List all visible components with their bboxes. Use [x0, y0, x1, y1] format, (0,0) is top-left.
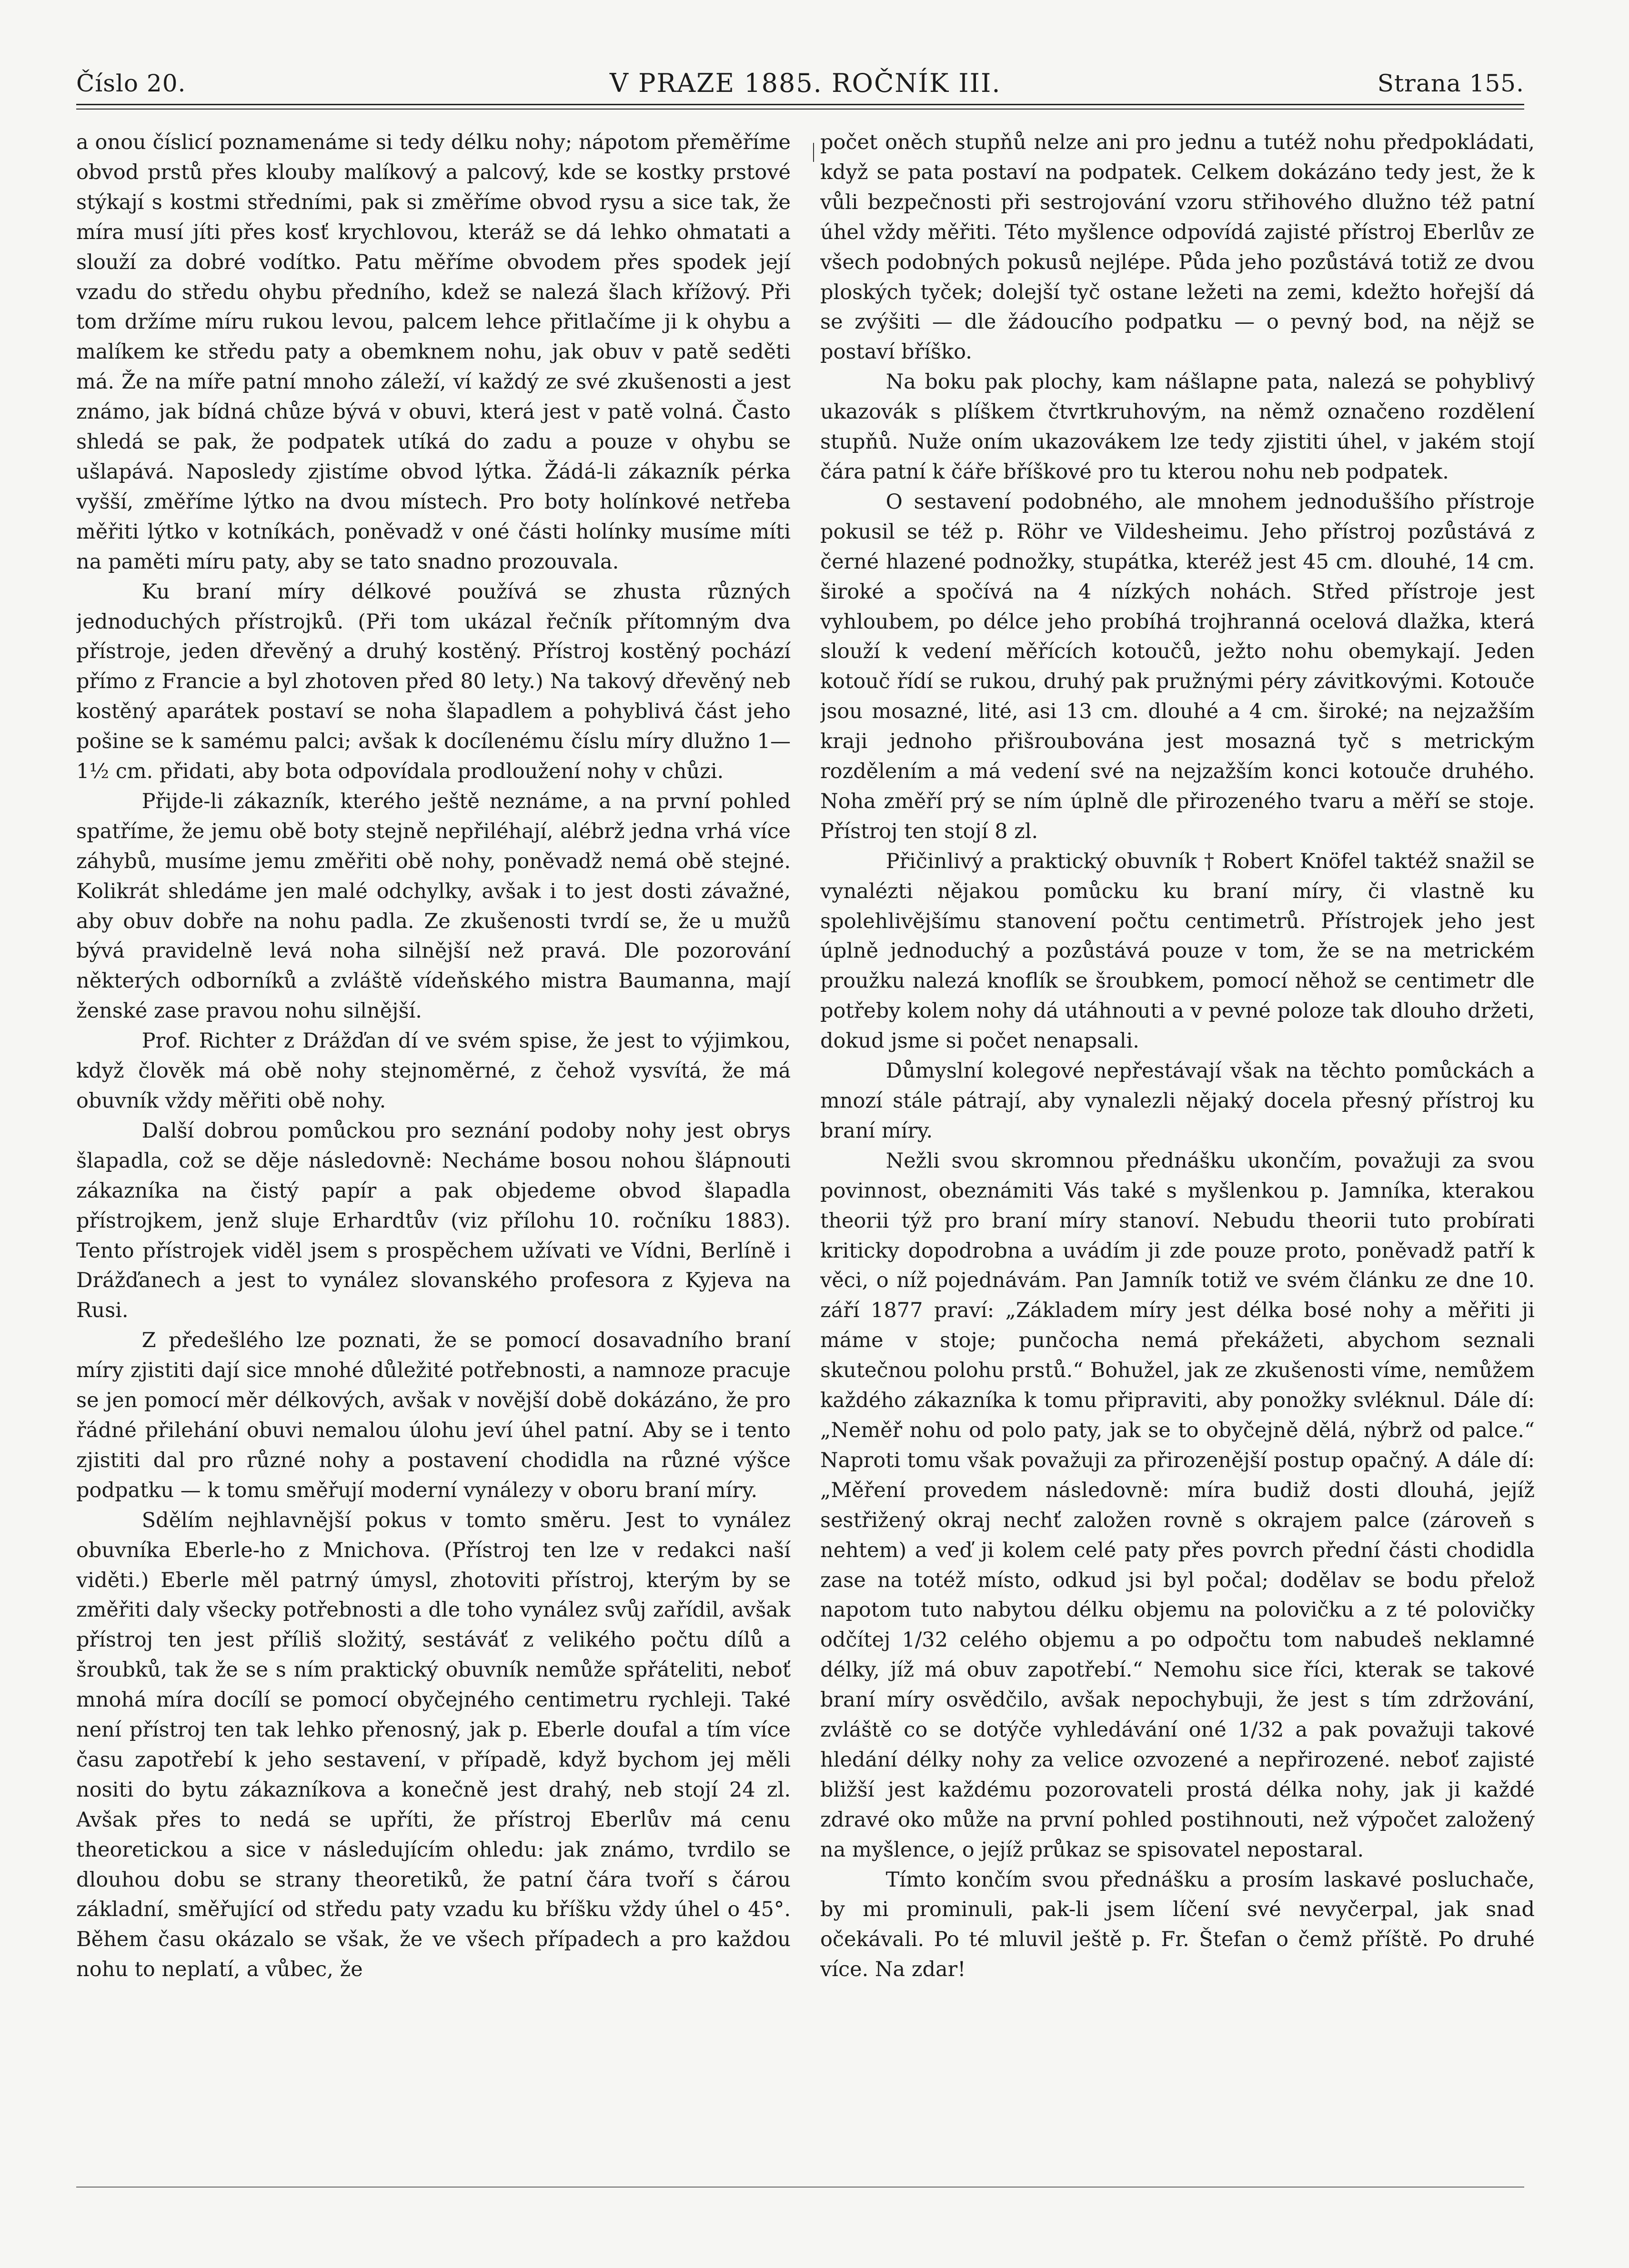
footer-rule — [76, 2187, 1524, 2188]
paragraph: Ku braní míry délkové používá se zhusta různých jednoduchých přístrojků. (Při tom ukázal řečník přítomným dva přístroje, jeden dřevěný a druhý kostěný. Přístroj kostěný pochází přímo z Francie a byl zhotoven před 80 lety.) Na takový dřevěný neb kostěný aparátek postaví se noha šlapadlem a pohyblivá část jeho pošine se k samému palci; avšak k docílenému číslu míry dlužno 1—1½ cm. přidati, aby bota odpovídala prodloužení nohy v chůzi. — [76, 579, 791, 784]
left-column — [76, 128, 791, 2223]
paragraph: Další dobrou pomůckou pro seznání podoby nohy jest obrys šlapadla, což se děje následovně: Necháme bosou nohou šlápnouti zákazníka na čistý papír a pak objedeme obvod šlapadla přístrojkem, jenž sluje Erhardtův (viz přílohu 10. ročníku 1883). Tento přístrojek viděl jsem s prospěchem užívati ve Vídni, Berlíně i Drážďanech a jest to vynález slovanského profesora z Kyjeva na Rusi. — [76, 1119, 791, 1323]
paragraph: Přičinlivý a praktický obuvník † Robert Knöfel taktéž snažil se vynalézti nějakou pomůcku ku braní míry, či vlastně ku spolehlivějšímu stanovení počtu centimetrů. Přístrojek jeho jest úplně jednoduchý a pozůstává pouze v tom, že se na metrickém proužku nalezá knoflík se šroubkem, pomocí něhož se centimetr dle potřeby kolem nohy dá utáhnouti a v pevné poloze tak dlouho držeti, dokud jsme si počet nenapsali. — [820, 849, 1535, 1053]
right-column — [820, 128, 1535, 2223]
paragraph: Sdělím nejhlavnější pokus v tomto směru. Jest to vynález obuvníka Eberle-ho z Mnichova. (Přístroj ten lze v redakci naší viděti.) Eberle měl patrný úmysl, zhotoviti přístroj, kterým by se změřiti daly všecky potřebnosti a dle toho vynález svůj zařídil, avšak přístroj ten jest příliš složitý, sestáváť z velikého počtu dílů a šroubků, tak že se s ním praktický obuvník nemůže spřáteliti, neboť mnohá míra docílí se pomocí obyčejného centimetru rychleji. Také není přístroj ten tak lehko přenosný, jak p. Eberle doufal a tím více času zapotřebí k jeho sestavení, v případě, když bychom jej měli nositi do bytu zákazníkova a konečně jest drahý, neb stojí 24 zl. Avšak přes to nedá se upříti, že přístroj Eberlův má cenu theoretickou a sice v následujícím ohledu: jak známo, tvrdilo se dlouhou dobu se strany theoretiků, že patní čára tvoří s čárou základní, směřující od středu paty vzadu ku bříšku vždy úhel o 45°. Během času okázalo se však, že ve všech případech a pro každou nohu to neplatí, a vůbec, že — [76, 1508, 791, 1982]
paragraph: Nežli svou skromnou přednášku ukončím, považuji za svou povinnost, obeznámiti Vás také s myšlenkou p. Jamníka, kterakou theorii týž pro braní míry stanoví. Nebudu theorii tuto probírati kriticky dopodrobna a uvádím ji zde pouze proto, poněvadž patří k věci, o níž pojednávám. Pan Jamník totiž ve svém článku ze dne 10. září 1877 praví: „Základem míry jest délka bosé nohy a měřiti ji máme v stoje; punčocha nemá překážeti, abychom seznali skutečnou polohu prstů.“ Bohužel, jak ze zkušenosti víme, nemůžem každého zákazníka k tomu připraviti, aby ponožky svléknul. Dále dí: „Neměř nohu od polo paty, jak se to obyčejně dělá, nýbrž od palce.“ Naproti tomu však považuji za přirozenější postup opačný. A dále dí: „Měření provedem následovně: míra budiž dosti dlouhá, jejíž sestřižený okraj nechť založen rovně s okrajem palce (zároveň s nehtem) a veď ji kolem celé paty přes povrch přední části chodidla zase na totéž místo, odkud jsi byl počal; dodělav se bodu přelož napotom tuto nabytou délku objemu na polovičku a z té polovičky odčítej 1/32 celého objemu a po odpočtu tom nabudeš neklamné délky, jíž má obuv zapotřebí.“ Nemohu sice říci, kterak se takové braní míry osvědčilo, avšak nepochybuji, že jest s tím zdržování, zvláště co se dotýče vyhledávání oné 1/32 a pak považuji takové hledání délky nohy za velice ozvozené a nepřirozené. neboť zajisté bližší jest každému pozorovateli prostá délka nohy, jak ji každé zdravé oko může na první pohled postihnouti, než výpočet založený na myšlence, o jejíž průkaz se spisovatel nepostaral. — [820, 1149, 1535, 1862]
page-header — [76, 67, 1524, 100]
header-rule-thin — [76, 109, 1524, 110]
paragraph: Z předešlého lze poznati, že se pomocí dosavadního braní míry zjistiti dají sice mnohé důležité potřebnosti, a namnoze pracuje se jen pomocí měr délkových, avšak v novější době dokázáno, že pro řádné přilehání obuvi nemalou úlohu jeví úhel patní. Aby se i tento zjistiti dal pro různé nohy a postavení chodidla na různé výšce podpatku — k tomu směřují moderní vynálezy v oboru braní míry. — [76, 1329, 791, 1502]
issue-number: Číslo 20. — [76, 70, 186, 97]
header-rule — [76, 104, 1524, 105]
paragraph: počet oněch stupňů nelze ani pro jednu a tutéž nohu předpokládati, když se pata postaví na podpatek. Celkem dokázáno tedy jest, že k vůli bezpečnosti při sestrojování vzoru střihového dlužno též patní úhel vždy měřiti. Této myšlence odpovídá zajisté přístroj Eberlův ze všech podobných pokusů nejlépe. Půda jeho pozůstává totiž ze dvou ploských tyček; dolejší tyč ostane ležeti na zemi, kdežto hořejší dá se zvýšiti — dle žádoucího podpatku — o pevný bod, na nějž se postaví bříško. — [820, 130, 1535, 364]
paragraph: Tímto končím svou přednášku a prosím laskavé posluchače, by mi prominuli, pak-li jsem líčení své nevyčerpal, jak snad očekávali. Po té mluvil ještě p. Fr. Štefan o čemž příště. Po druhé více. Na zdar! — [820, 1868, 1535, 1982]
paragraph: Důmyslní kolegové nepřestávají však na těchto pomůckách a mnozí stále pátrají, aby vynalezli nějaký docela přesný přístroj ku braní míry. — [820, 1059, 1535, 1143]
paragraph: Přijde-li zákazník, kterého ještě neznáme, a na první pohled spatříme, že jemu obě boty stejně nepřiléhají, alébrž jedna vrhá více záhybů, musíme jemu změřiti obě nohy, poněvadž nemá obě stejné. Kolikrát shledáme jen malé odchylky, avšak i to jest dosti závažné, aby obuv dobře na nohu padla. Ze zkušenosti tvrdí se, že u mužů bývá pravidelně levá noha silnější než pravá. Dle pozorování některých odborníků a zvláště vídeňského mistra Baumanna, mají ženské zase pravou nohu silnější. — [76, 789, 791, 1023]
paragraph: Prof. Richter z Drážďan dí ve svém spise, že jest to výjimkou, když člověk má obě nohy stejnoměrné, z čehož vysvítá, že má obuvník vždy měřiti obě nohy. — [76, 1029, 791, 1113]
column-divider — [813, 143, 814, 162]
paragraph: Na boku pak plochy, kam nášlapne pata, nalezá se pohyblivý ukazovák s plíškem čtvrtkruhovým, na němž označeno rozdělení stupňů. Nuže oním ukazovákem lze tedy zjistiti úhel, v jakém stojí čára patní k čáře bříškové pro tu kterou nohu neb podpatek. — [820, 370, 1535, 484]
place-year-volume: V PRAZE 1885. ROČNÍK III. — [610, 68, 1001, 98]
page-number: Strana 155. — [1377, 70, 1524, 97]
paragraph: a onou číslicí poznamenáme si tedy délku nohy; nápotom přeměříme obvod prstů přes klouby malíkový a palcový, kde se kostky prstové stýkají s kostmi středními, pak si změříme obvod rysu a sice tak, že míra musí jíti přes kosť krychlovou, kteráž se dá lehko ohmatati a slouží za dobré vodítko. Patu měříme obvodem přes spodek její vzadu do středu ohybu předního, kdež se nalezá šlach křížový. Při tom držíme míru rukou levou, palcem lehce přitlačíme ji k ohybu a malíkem ke středu paty a obemknem nohu, jak obuv v patě seděti má. Že na míře patní mnoho záleží, ví každý ze své zkušenosti a jest známo, jak bídná chůze bývá v obuvi, která jest v patě volná. Často shledá se pak, že podpatek utíká do zadu a pouze v ohybu se ušlapává. Naposledy zjistíme obvod lýtka. Žádá-li zákazník pérka vyšší, změříme lýtko na dvou místech. Pro boty holínkové netřeba měřiti lýtko v kotníkách, poněvadž v oné části holínky musíme míti na paměti míru paty, aby se tato snadno prozouvala. — [76, 130, 791, 574]
paragraph: O sestavení podobného, ale mnohem jednoduššího přístroje pokusil se též p. Röhr ve Vildesheimu. Jeho přístroj pozůstává z černé hlazené podnožky, stupátka, kteréž jest 45 cm. dlouhé, 14 cm. široké a spočívá na 4 nízkých nohách. Střed přístroje jest vyhloubem, po délce jeho probíhá trojhranná ocelová dlažka, která slouží k vedení měřících kotoučů, ježto nohu obemykají. Jeden kotouč řídí se rukou, druhý pak pružnými péry závitkovými. Kotouče jsou mosazné, lité, asi 13 cm. dlouhé a 4 cm. široké; na nejzažším kraji jednoho přišroubována jest mosazná tyč s metrickým rozdělením a má vedení své na nejzažším konci kotouče druhého. Noha změří prý se ním úplně dle přirozeného tvaru a měří se stoje. Přístroj ten stojí 8 zl. — [820, 490, 1535, 843]
